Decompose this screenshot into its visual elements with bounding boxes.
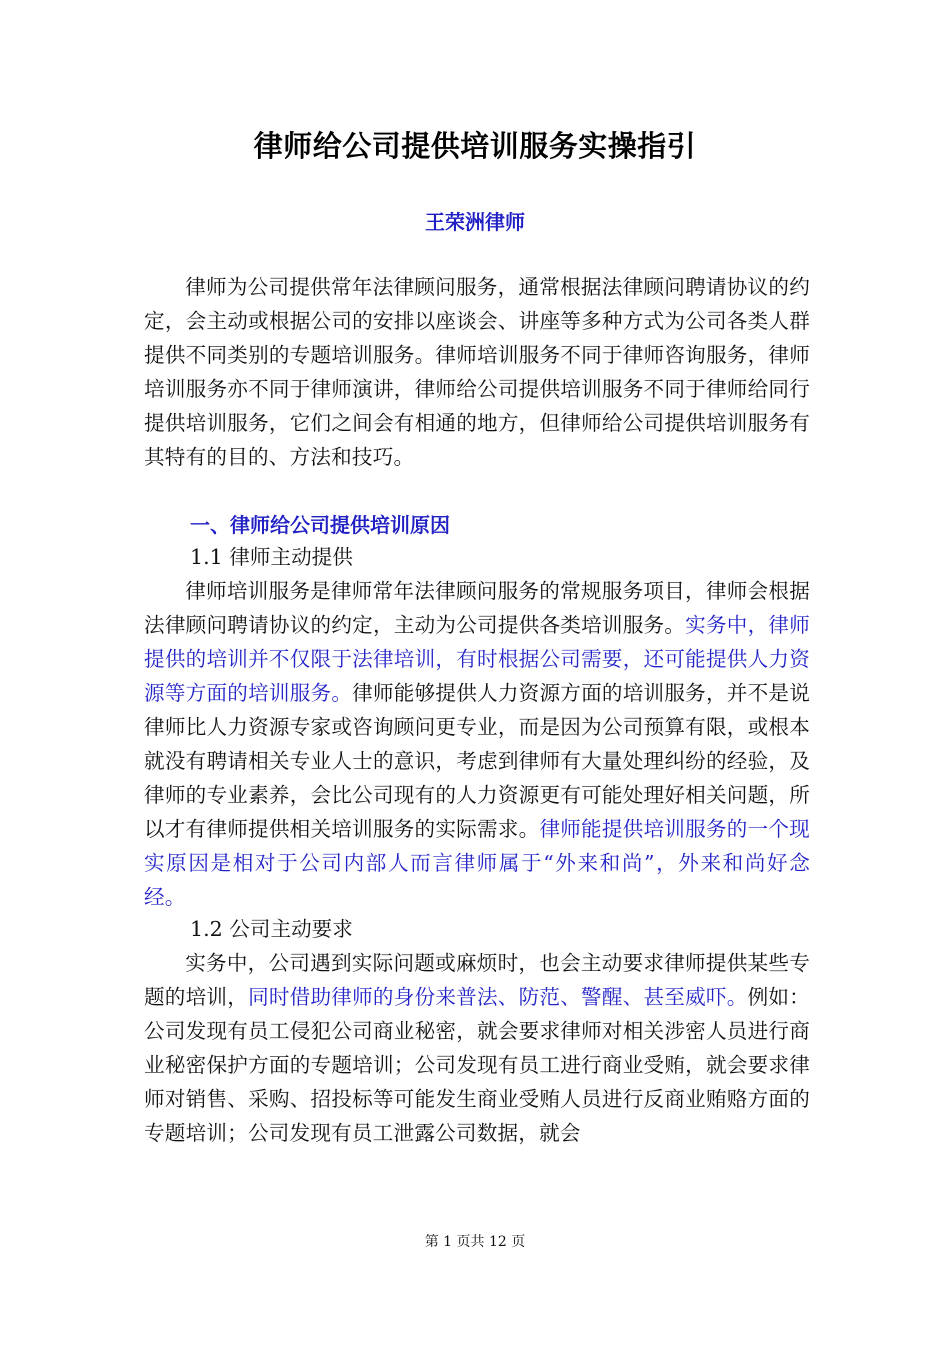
text-run: 律师培训服务是律师常年法律顾问服务的常规服务项目，律师会根据法律顾问聘请协议的约定，主动为公司提供各类培训服务。: [144, 579, 810, 637]
subsection-heading-1-1: 1.1 律师主动提供: [190, 545, 353, 569]
intro-text: 律师为公司提供常年法律顾问服务，通常根据法律顾问聘请协议的约定，会主动或根据公司的安排以座谈会、讲座等多种方式为公司各类人群提供不同类别的专题培训服务。律师培训服务不同于律师咨询服务，律师培训服务亦不同于律师演讲，律师给公司提供培训服务不同于律师给同行提供培训服务，它们之间会有相通的地方，但律师给公司提供培训服务有其特有的目的、方法和技巧。: [144, 275, 810, 469]
highlight-run: 律师能提供培训服务的一个现实原因是相对于公司内部人而言律师属于“外来和尚”，外来和尚好念经。: [144, 817, 810, 909]
paragraph-1-2: [144, 946, 810, 1150]
author-name: 王荣洲律师: [425, 210, 525, 234]
highlight-run: 实务中，律师提供的培训并不仅限于法律培训，有时根据公司需要，还可能提供人力资源等方面的培训服务。: [144, 613, 810, 705]
intro-paragraph: [144, 270, 810, 474]
text-run: 例如：公司发现有员工侵犯公司商业秘密，就会要求律师对相关涉密人员进行商业秘密保护方面的专题培训；公司发现有员工进行商业受贿，就会要求律师对销售、采购、招投标等可能发生商业受贿人员进行反商业贿赂方面的专题培训；公司发现有员工泄露公司数据，就会: [144, 985, 810, 1145]
section-heading: 一、律师给公司提供培训原因: [190, 513, 450, 537]
page-footer: 第 1 页共 12 页: [424, 1234, 526, 1250]
document-title: 律师给公司提供培训服务实操指引: [253, 129, 697, 163]
text-run: 实务中，公司遇到实际问题或麻烦时，也会主动要求律师提供某些专题的培训，: [144, 951, 810, 1009]
text-run: 律师能够提供人力资源方面的培训服务，并不是说律师比人力资源专家或咨询顾问更专业，而是因为公司预算有限，或根本就没有聘请相关专业人士的意识，考虑到律师有大量处理纠纷的经验，及律师的专业素养，会比公司现有的人力资源更有可能处理好相关问题，所以才有律师提供相关培训服务的实际需求。: [144, 681, 811, 841]
highlight-run: 同时借助律师的身份来普法、防范、警醒、甚至威吓。: [248, 985, 748, 1009]
subsection-heading-1-2: 1.2 公司主动要求: [190, 917, 353, 941]
paragraph-1-1-text: [144, 574, 810, 914]
paragraph-1-1: [144, 574, 810, 914]
paragraph-1-2-text: [144, 946, 810, 1150]
